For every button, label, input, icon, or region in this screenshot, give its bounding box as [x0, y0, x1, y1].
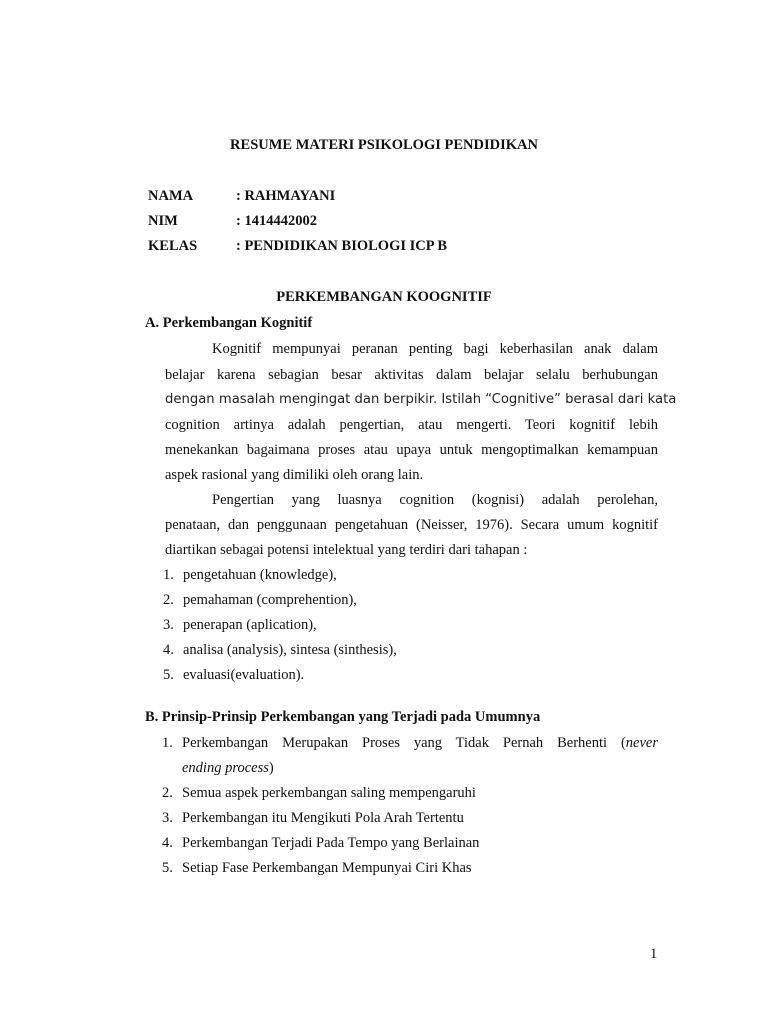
identity-row-kelas	[148, 238, 447, 255]
paragraph-line: penataan, dan penggunaan pengetahuan (Neisser, 1976). Secara umum kognitif	[165, 517, 658, 533]
paragraph-line: Pengertian yang luasnya cognition (kognisi) adalah perolehan,	[212, 492, 658, 508]
paragraph-line: cognition artinya adalah pengertian, atau mengerti. Teori kognitif lebih	[165, 417, 658, 433]
paragraph-line: dengan masalah mengingat dan berpikir. Istilah “Cognitive” berasal dari kata	[165, 392, 677, 407]
paragraph-line: diartikan sebagai potensi intelektual yang terdiri dari tahapan :	[165, 542, 528, 558]
identity-value: : RAHMAYANI	[236, 188, 336, 204]
list-item: 1. pengetahuan (knowledge),	[163, 567, 337, 583]
identity-label: NAMA	[148, 188, 194, 204]
document-title: RESUME MATERI PSIKOLOGI PENDIDIKAN	[230, 137, 538, 153]
paragraph-line: Kognitif mempunyai peranan penting bagi keberhasilan anak dalam	[212, 341, 658, 357]
list-item: 4. Perkembangan Terjadi Pada Tempo yang Berlainan	[162, 835, 480, 851]
section-a-heading: A. Perkembangan Kognitif	[145, 315, 313, 331]
list-item: 1. Perkembangan Merupakan Proses yang Tidak Pernah Berhenti (never	[162, 735, 658, 751]
list-item: 5. evaluasi(evaluation).	[163, 667, 305, 683]
list-item: 3. Perkembangan itu Mengikuti Pola Arah Tertentu	[162, 810, 464, 826]
list-item: 2. Semua aspek perkembangan saling mempengaruhi	[162, 785, 476, 801]
section-b-heading: B. Prinsip-Prinsip Perkembangan yang Terjadi pada Umumnya	[145, 709, 541, 725]
identity-label: NIM	[148, 213, 178, 229]
list-item: 4. analisa (analysis), sintesa (sinthesis),	[163, 642, 397, 658]
paragraph-line: belajar karena sebagian besar aktivitas dalam belajar selalu berhubungan	[165, 367, 658, 383]
identity-row-nim	[148, 213, 317, 230]
identity-row-nama	[148, 188, 335, 205]
paragraph-line: aspek rasional yang dimiliki oleh orang lain.	[165, 467, 424, 483]
list-item: 5. Setiap Fase Perkembangan Mempunyai Ciri Khas	[162, 860, 472, 876]
list-item: 2. pemahaman (comprehention),	[163, 592, 357, 608]
paragraph-line: menekankan bagaimana proses atau upaya untuk mengoptimalkan kemampuan	[165, 442, 658, 458]
page-number: 1	[650, 946, 658, 962]
list-item: 3. penerapan (aplication),	[163, 617, 317, 633]
identity-value: : 1414442002	[236, 213, 317, 229]
identity-value: : PENDIDIKAN BIOLOGI ICP B	[236, 238, 448, 254]
list-item-continuation: ending process)	[182, 760, 274, 776]
section-title: PERKEMBANGAN KOOGNITIF	[276, 289, 492, 305]
identity-label: KELAS	[148, 238, 198, 254]
